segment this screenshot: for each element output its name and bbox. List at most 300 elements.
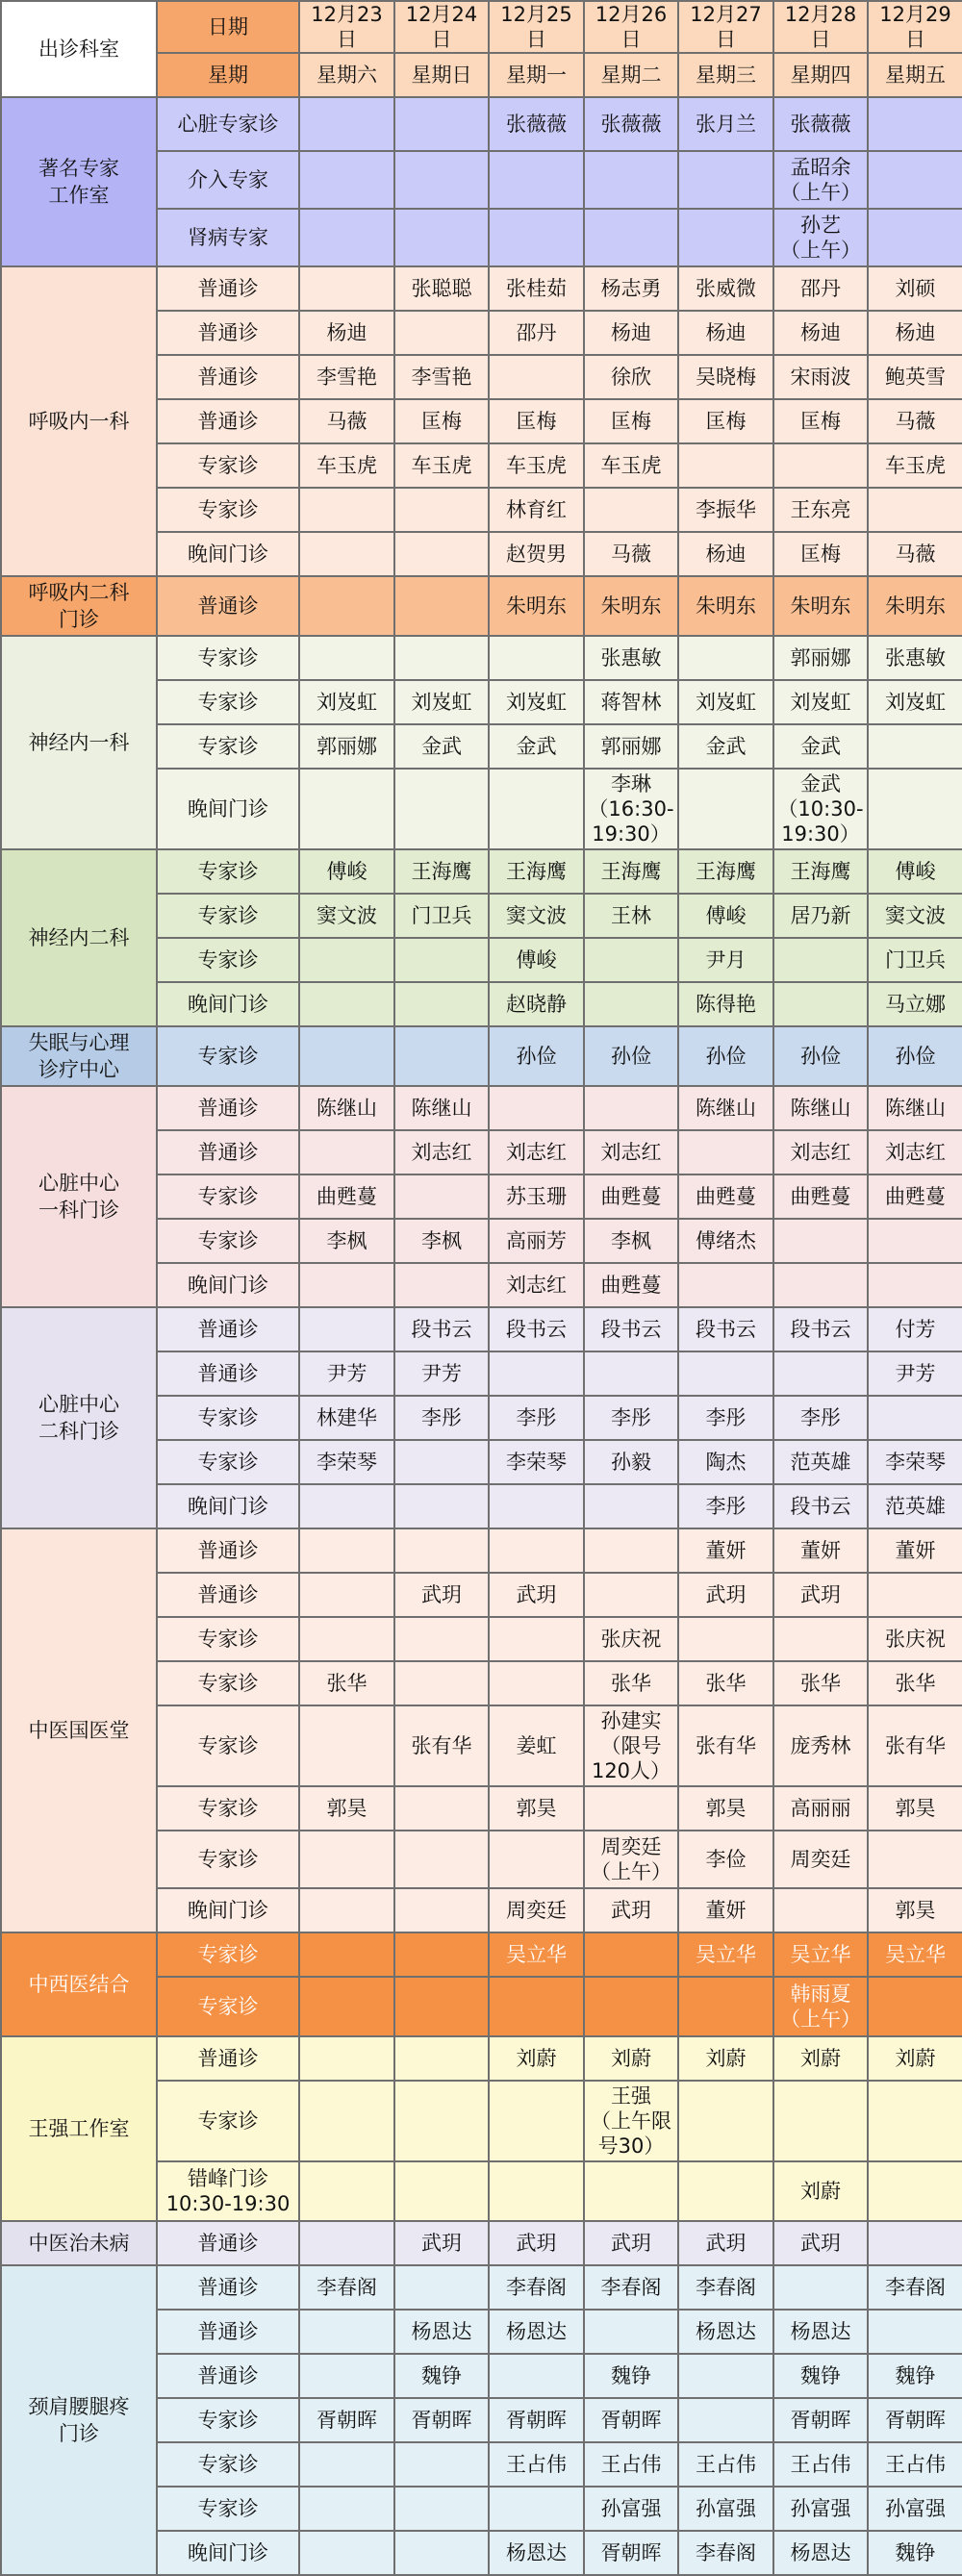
doctor-cell (299, 532, 394, 576)
clinic-type: 晚间门诊 (157, 1263, 299, 1307)
doctor-cell (678, 1617, 773, 1661)
doctor-cell: 陈得艳 (678, 982, 773, 1026)
doctor-cell: 尹月 (678, 938, 773, 982)
doctor-cell: 刘岌虹 (868, 680, 962, 724)
department-name: 著名专家 工作室 (1, 97, 157, 266)
doctor-cell (868, 151, 962, 209)
doctor-cell: 胥朝晖 (773, 2398, 868, 2442)
weekday-label-cell: 星期 (157, 53, 299, 97)
doctor-cell (299, 2161, 394, 2221)
doctor-cell: 陈继山 (868, 1086, 962, 1130)
doctor-cell (489, 1528, 584, 1573)
doctor-cell: 孙俭 (584, 1026, 678, 1086)
doctor-cell: 李荣琴 (868, 1440, 962, 1484)
doctor-cell (299, 2354, 394, 2398)
doctor-cell: 周奕廷 (489, 1888, 584, 1932)
doctor-cell (678, 443, 773, 488)
doctor-cell: 王海鹰 (773, 849, 868, 894)
doctor-cell: 曲甦蔓 (299, 1174, 394, 1219)
doctor-cell (299, 209, 394, 266)
doctor-cell: 董妍 (678, 1528, 773, 1573)
doctor-cell (868, 724, 962, 769)
doctor-cell: 匡梅 (773, 399, 868, 443)
doctor-cell: 吴立华 (678, 1932, 773, 1977)
doctor-cell: 赵贺男 (489, 532, 584, 576)
department-name: 心脏中心 二科门诊 (1, 1307, 157, 1528)
doctor-cell: 车玉虎 (299, 443, 394, 488)
doctor-cell (299, 2442, 394, 2487)
doctor-cell: 李彤 (394, 1396, 489, 1440)
clinic-type: 专家诊 (157, 1786, 299, 1831)
doctor-cell: 苏玉珊 (489, 1174, 584, 1219)
clinic-type: 专家诊 (157, 1831, 299, 1888)
doctor-cell (489, 151, 584, 209)
doctor-cell: 郭昊 (868, 1888, 962, 1932)
doctor-cell: 朱明东 (678, 576, 773, 636)
doctor-cell: 孙建实 （限号 120人） (584, 1705, 678, 1786)
doctor-cell: 孙艺 （上午） (773, 209, 868, 266)
doctor-cell: 王林 (584, 894, 678, 938)
doctor-cell (868, 2310, 962, 2354)
doctor-cell (868, 769, 962, 849)
doctor-cell: 张聪聪 (394, 266, 489, 311)
clinic-type: 专家诊 (157, 1396, 299, 1440)
doctor-cell: 郭丽娜 (299, 724, 394, 769)
clinic-type: 专家诊 (157, 2081, 299, 2161)
doctor-cell: 胥朝晖 (394, 2398, 489, 2442)
clinic-type: 专家诊 (157, 2442, 299, 2487)
doctor-cell (489, 1617, 584, 1661)
doctor-cell (489, 2354, 584, 2398)
clinic-type: 专家诊 (157, 1440, 299, 1484)
doctor-cell: 李春阁 (678, 2265, 773, 2310)
doctor-cell (299, 1484, 394, 1528)
doctor-cell (678, 2081, 773, 2161)
doctor-cell: 李春阁 (678, 2531, 773, 2575)
doctor-cell (489, 209, 584, 266)
doctor-cell: 胥朝晖 (584, 2531, 678, 2575)
doctor-cell: 杨迪 (678, 311, 773, 355)
doctor-cell: 王占伟 (678, 2442, 773, 2487)
doctor-cell: 刘志红 (489, 1130, 584, 1174)
doctor-cell: 尹芳 (299, 1351, 394, 1396)
doctor-cell: 马薇 (299, 399, 394, 443)
doctor-cell: 刘岌虹 (678, 680, 773, 724)
header-date-row (1, 1, 962, 53)
doctor-cell: 范英雄 (773, 1440, 868, 1484)
doctor-cell: 李春阁 (584, 2265, 678, 2310)
clinic-type: 介入专家 (157, 151, 299, 209)
doctor-cell: 武玥 (394, 1573, 489, 1617)
clinic-type: 专家诊 (157, 1174, 299, 1219)
doctor-cell (394, 1528, 489, 1573)
schedule-row (1, 266, 962, 311)
doctor-cell (299, 1705, 394, 1786)
doctor-cell: 车玉虎 (584, 443, 678, 488)
doctor-cell (394, 2531, 489, 2575)
doctor-cell (299, 1888, 394, 1932)
clinic-type: 专家诊 (157, 1705, 299, 1786)
doctor-cell (489, 1977, 584, 2036)
doctor-cell: 张薇薇 (489, 97, 584, 151)
doctor-cell: 金武 (394, 724, 489, 769)
doctor-cell (584, 2161, 678, 2221)
doctor-cell: 武玥 (773, 2221, 868, 2265)
date-label-cell: 日期 (157, 1, 299, 53)
doctor-cell: 李俭 (678, 1831, 773, 1888)
doctor-cell: 董妍 (868, 1528, 962, 1573)
doctor-cell (584, 151, 678, 209)
doctor-cell (584, 1528, 678, 1573)
doctor-cell: 孙富强 (584, 2487, 678, 2531)
schedule-row (1, 1086, 962, 1130)
clinic-type: 晚间门诊 (157, 769, 299, 849)
doctor-cell (299, 769, 394, 849)
doctor-cell (394, 982, 489, 1026)
doctor-cell (394, 1831, 489, 1888)
doctor-cell (868, 1219, 962, 1263)
doctor-cell: 门卫兵 (868, 938, 962, 982)
doctor-cell: 张庆祝 (868, 1617, 962, 1661)
doctor-cell: 胥朝晖 (584, 2398, 678, 2442)
doctor-cell: 张惠敏 (584, 636, 678, 680)
doctor-cell: 朱明东 (584, 576, 678, 636)
doctor-cell: 杨恩达 (773, 2310, 868, 2354)
doctor-cell (394, 1484, 489, 1528)
doctor-cell: 郭昊 (868, 1786, 962, 1831)
doctor-cell: 匡梅 (489, 399, 584, 443)
clinic-type: 专家诊 (157, 636, 299, 680)
doctor-cell (299, 2487, 394, 2531)
doctor-cell: 杨志勇 (584, 266, 678, 311)
doctor-cell: 武玥 (489, 1573, 584, 1617)
doctor-cell (489, 1484, 584, 1528)
doctor-cell: 匡梅 (394, 399, 489, 443)
clinic-type: 专家诊 (157, 1026, 299, 1086)
doctor-cell: 胥朝晖 (868, 2398, 962, 2442)
schedule-row (1, 849, 962, 894)
clinic-type: 专家诊 (157, 1219, 299, 1263)
doctor-cell: 朱明东 (773, 576, 868, 636)
clinic-type: 普通诊 (157, 399, 299, 443)
clinic-type: 专家诊 (157, 938, 299, 982)
doctor-cell: 韩雨夏 （上午） (773, 1977, 868, 2036)
doctor-cell (394, 97, 489, 151)
doctor-cell: 门卫兵 (394, 894, 489, 938)
department-name: 中医国医堂 (1, 1528, 157, 1932)
doctor-cell: 武玥 (773, 1573, 868, 1617)
clinic-type: 专家诊 (157, 1617, 299, 1661)
doctor-cell: 居乃新 (773, 894, 868, 938)
weekday-cell: 星期五 (868, 53, 962, 97)
doctor-cell: 刘志红 (773, 1130, 868, 1174)
doctor-cell: 刘岌虹 (773, 680, 868, 724)
doctor-cell: 刘硕 (868, 266, 962, 311)
doctor-cell: 刘蔚 (773, 2036, 868, 2081)
doctor-cell: 武玥 (678, 2221, 773, 2265)
clinic-type: 专家诊 (157, 849, 299, 894)
doctor-cell (299, 982, 394, 1026)
doctor-cell: 王占伟 (868, 2442, 962, 2487)
doctor-cell (773, 1263, 868, 1307)
doctor-cell: 王占伟 (489, 2442, 584, 2487)
doctor-cell: 杨恩达 (489, 2531, 584, 2575)
doctor-cell: 刘蔚 (584, 2036, 678, 2081)
doctor-cell: 傅峻 (489, 938, 584, 982)
doctor-cell: 尹芳 (868, 1351, 962, 1396)
doctor-cell (299, 1130, 394, 1174)
doctor-cell: 张威微 (678, 266, 773, 311)
weekday-cell: 星期二 (584, 53, 678, 97)
doctor-cell: 李荣琴 (299, 1440, 394, 1484)
doctor-cell: 徐欣 (584, 355, 678, 399)
doctor-cell: 刘志红 (584, 1130, 678, 1174)
date-cell: 12月24日 (394, 1, 489, 53)
doctor-cell (678, 2398, 773, 2442)
doctor-cell: 周奕廷 (773, 1831, 868, 1888)
doctor-cell: 车玉虎 (868, 443, 962, 488)
doctor-cell: 张华 (773, 1661, 868, 1705)
doctor-cell: 魏铮 (773, 2354, 868, 2398)
department-name: 中医治未病 (1, 2221, 157, 2265)
doctor-cell: 董妍 (773, 1528, 868, 1573)
date-cell: 12月27日 (678, 1, 773, 53)
clinic-type: 专家诊 (157, 2487, 299, 2531)
doctor-cell: 李雪艳 (299, 355, 394, 399)
doctor-cell (299, 2081, 394, 2161)
clinic-type: 心脏专家诊 (157, 97, 299, 151)
department-name: 呼吸内二科 门诊 (1, 576, 157, 636)
doctor-cell: 魏铮 (868, 2531, 962, 2575)
doctor-cell: 李枫 (394, 1219, 489, 1263)
doctor-cell (773, 938, 868, 982)
date-cell: 12月29日 (868, 1, 962, 53)
doctor-cell: 窦文波 (489, 894, 584, 938)
doctor-cell: 李枫 (299, 1219, 394, 1263)
weekday-cell: 星期日 (394, 53, 489, 97)
doctor-cell (394, 576, 489, 636)
schedule-row (1, 1307, 962, 1351)
doctor-cell: 张华 (584, 1661, 678, 1705)
doctor-cell: 武玥 (678, 1573, 773, 1617)
doctor-cell (773, 1219, 868, 1263)
doctor-cell (489, 355, 584, 399)
doctor-cell (394, 2487, 489, 2531)
doctor-cell: 窦文波 (868, 894, 962, 938)
doctor-cell (584, 1086, 678, 1130)
doctor-cell (773, 982, 868, 1026)
doctor-cell: 陶杰 (678, 1440, 773, 1484)
doctor-cell: 郭昊 (489, 1786, 584, 1831)
doctor-cell: 段书云 (489, 1307, 584, 1351)
weekday-cell: 星期三 (678, 53, 773, 97)
doctor-cell (773, 2265, 868, 2310)
clinic-type: 专家诊 (157, 1661, 299, 1705)
doctor-cell: 陈继山 (299, 1086, 394, 1130)
doctor-cell (394, 1932, 489, 1977)
doctor-cell: 段书云 (394, 1307, 489, 1351)
clinic-type: 普通诊 (157, 2265, 299, 2310)
doctor-cell: 孙俭 (489, 1026, 584, 1086)
department-name: 中西医结合 (1, 1932, 157, 2036)
doctor-cell (773, 1617, 868, 1661)
doctor-cell (299, 1977, 394, 2036)
doctor-cell: 刘蔚 (489, 2036, 584, 2081)
doctor-cell (868, 2161, 962, 2221)
doctor-cell (299, 1307, 394, 1351)
doctor-cell: 王海鹰 (678, 849, 773, 894)
weekday-cell: 星期六 (299, 53, 394, 97)
clinic-type: 晚间门诊 (157, 1484, 299, 1528)
doctor-cell: 曲甦蔓 (868, 1174, 962, 1219)
doctor-cell (868, 97, 962, 151)
doctor-cell (299, 938, 394, 982)
doctor-cell: 杨迪 (678, 532, 773, 576)
doctor-cell (299, 1573, 394, 1617)
doctor-cell: 魏铮 (394, 2354, 489, 2398)
doctor-cell: 范英雄 (868, 1484, 962, 1528)
clinic-type: 肾病专家 (157, 209, 299, 266)
doctor-cell (584, 1484, 678, 1528)
doctor-cell: 张华 (868, 1661, 962, 1705)
doctor-cell (394, 1263, 489, 1307)
doctor-cell (299, 97, 394, 151)
clinic-type: 普通诊 (157, 1351, 299, 1396)
doctor-cell: 傅绪杰 (678, 1219, 773, 1263)
doctor-cell (299, 488, 394, 532)
clinic-type: 普通诊 (157, 1086, 299, 1130)
clinic-type: 普通诊 (157, 266, 299, 311)
clinic-type: 普通诊 (157, 2036, 299, 2081)
doctor-cell: 孙俭 (678, 1026, 773, 1086)
doctor-cell: 孙富强 (773, 2487, 868, 2531)
doctor-cell: 曲甦蔓 (584, 1174, 678, 1219)
doctor-cell (394, 311, 489, 355)
doctor-cell: 庞秀林 (773, 1705, 868, 1786)
doctor-cell: 孙俭 (868, 1026, 962, 1086)
doctor-cell (394, 2036, 489, 2081)
doctor-cell: 郭昊 (678, 1786, 773, 1831)
doctor-cell: 李彤 (678, 1484, 773, 1528)
doctor-cell: 傅峻 (299, 849, 394, 894)
doctor-cell (773, 1888, 868, 1932)
doctor-cell: 张华 (678, 1661, 773, 1705)
clinic-type: 普通诊 (157, 2310, 299, 2354)
doctor-cell (584, 1977, 678, 2036)
doctor-cell (394, 938, 489, 982)
doctor-cell (299, 2036, 394, 2081)
department-name: 颈肩腰腿疼 门诊 (1, 2265, 157, 2575)
doctor-cell: 吴立华 (489, 1932, 584, 1977)
clinic-type: 普通诊 (157, 1130, 299, 1174)
schedule-row (1, 2265, 962, 2310)
clinic-type: 专家诊 (157, 680, 299, 724)
schedule-row (1, 1026, 962, 1086)
dept-header-cell: 出诊科室 (1, 1, 157, 97)
doctor-cell: 刘岌虹 (299, 680, 394, 724)
doctor-cell (584, 488, 678, 532)
clinic-type: 专家诊 (157, 724, 299, 769)
schedule-row (1, 2221, 962, 2265)
doctor-cell: 匡梅 (678, 399, 773, 443)
doctor-cell: 刘志红 (868, 1130, 962, 1174)
doctor-cell: 金武 (678, 724, 773, 769)
doctor-cell (489, 2081, 584, 2161)
doctor-cell: 张有华 (394, 1705, 489, 1786)
doctor-cell (489, 636, 584, 680)
doctor-cell (678, 1130, 773, 1174)
doctor-cell: 武玥 (394, 2221, 489, 2265)
doctor-cell: 林建华 (299, 1396, 394, 1440)
doctor-cell: 孙俭 (773, 1026, 868, 1086)
doctor-cell (678, 151, 773, 209)
doctor-cell: 曲甦蔓 (678, 1174, 773, 1219)
doctor-cell (394, 1440, 489, 1484)
doctor-cell: 李春阁 (868, 2265, 962, 2310)
doctor-cell (489, 2161, 584, 2221)
doctor-cell: 杨迪 (868, 311, 962, 355)
doctor-cell: 邵丹 (489, 311, 584, 355)
doctor-cell: 武玥 (584, 2221, 678, 2265)
doctor-cell: 陈继山 (394, 1086, 489, 1130)
doctor-cell (584, 2310, 678, 2354)
doctor-cell (489, 769, 584, 849)
doctor-cell: 郭昊 (299, 1786, 394, 1831)
doctor-cell (489, 2487, 584, 2531)
doctor-cell (299, 636, 394, 680)
doctor-cell (299, 266, 394, 311)
doctor-cell (394, 2265, 489, 2310)
schedule-row (1, 97, 962, 151)
doctor-cell: 陈继山 (678, 1086, 773, 1130)
doctor-cell: 宋雨波 (773, 355, 868, 399)
date-cell: 12月28日 (773, 1, 868, 53)
doctor-cell: 张有华 (678, 1705, 773, 1786)
doctor-cell: 杨恩达 (773, 2531, 868, 2575)
doctor-cell: 董妍 (678, 1888, 773, 1932)
doctor-cell: 刘蔚 (678, 2036, 773, 2081)
doctor-cell (394, 1174, 489, 1219)
doctor-cell (678, 1351, 773, 1396)
clinic-type: 专家诊 (157, 2398, 299, 2442)
doctor-cell: 吴立华 (773, 1932, 868, 1977)
doctor-cell: 王海鹰 (584, 849, 678, 894)
doctor-cell: 张惠敏 (868, 636, 962, 680)
doctor-cell: 尹芳 (394, 1351, 489, 1396)
doctor-cell (868, 2081, 962, 2161)
doctor-cell: 陈继山 (773, 1086, 868, 1130)
doctor-cell (868, 2221, 962, 2265)
doctor-cell (678, 1977, 773, 2036)
doctor-cell: 蒋智林 (584, 680, 678, 724)
doctor-cell (299, 1831, 394, 1888)
doctor-cell (584, 938, 678, 982)
doctor-cell (868, 209, 962, 266)
doctor-cell: 段书云 (584, 1307, 678, 1351)
clinic-type: 专家诊 (157, 894, 299, 938)
doctor-cell: 林育红 (489, 488, 584, 532)
doctor-cell: 张华 (299, 1661, 394, 1705)
doctor-cell (678, 2161, 773, 2221)
doctor-cell (584, 1351, 678, 1396)
doctor-cell: 邵丹 (773, 266, 868, 311)
clinic-type: 普通诊 (157, 576, 299, 636)
doctor-cell: 匡梅 (584, 399, 678, 443)
doctor-cell (584, 982, 678, 1026)
doctor-cell: 赵晓静 (489, 982, 584, 1026)
doctor-cell (299, 1617, 394, 1661)
doctor-cell: 孙富强 (868, 2487, 962, 2531)
